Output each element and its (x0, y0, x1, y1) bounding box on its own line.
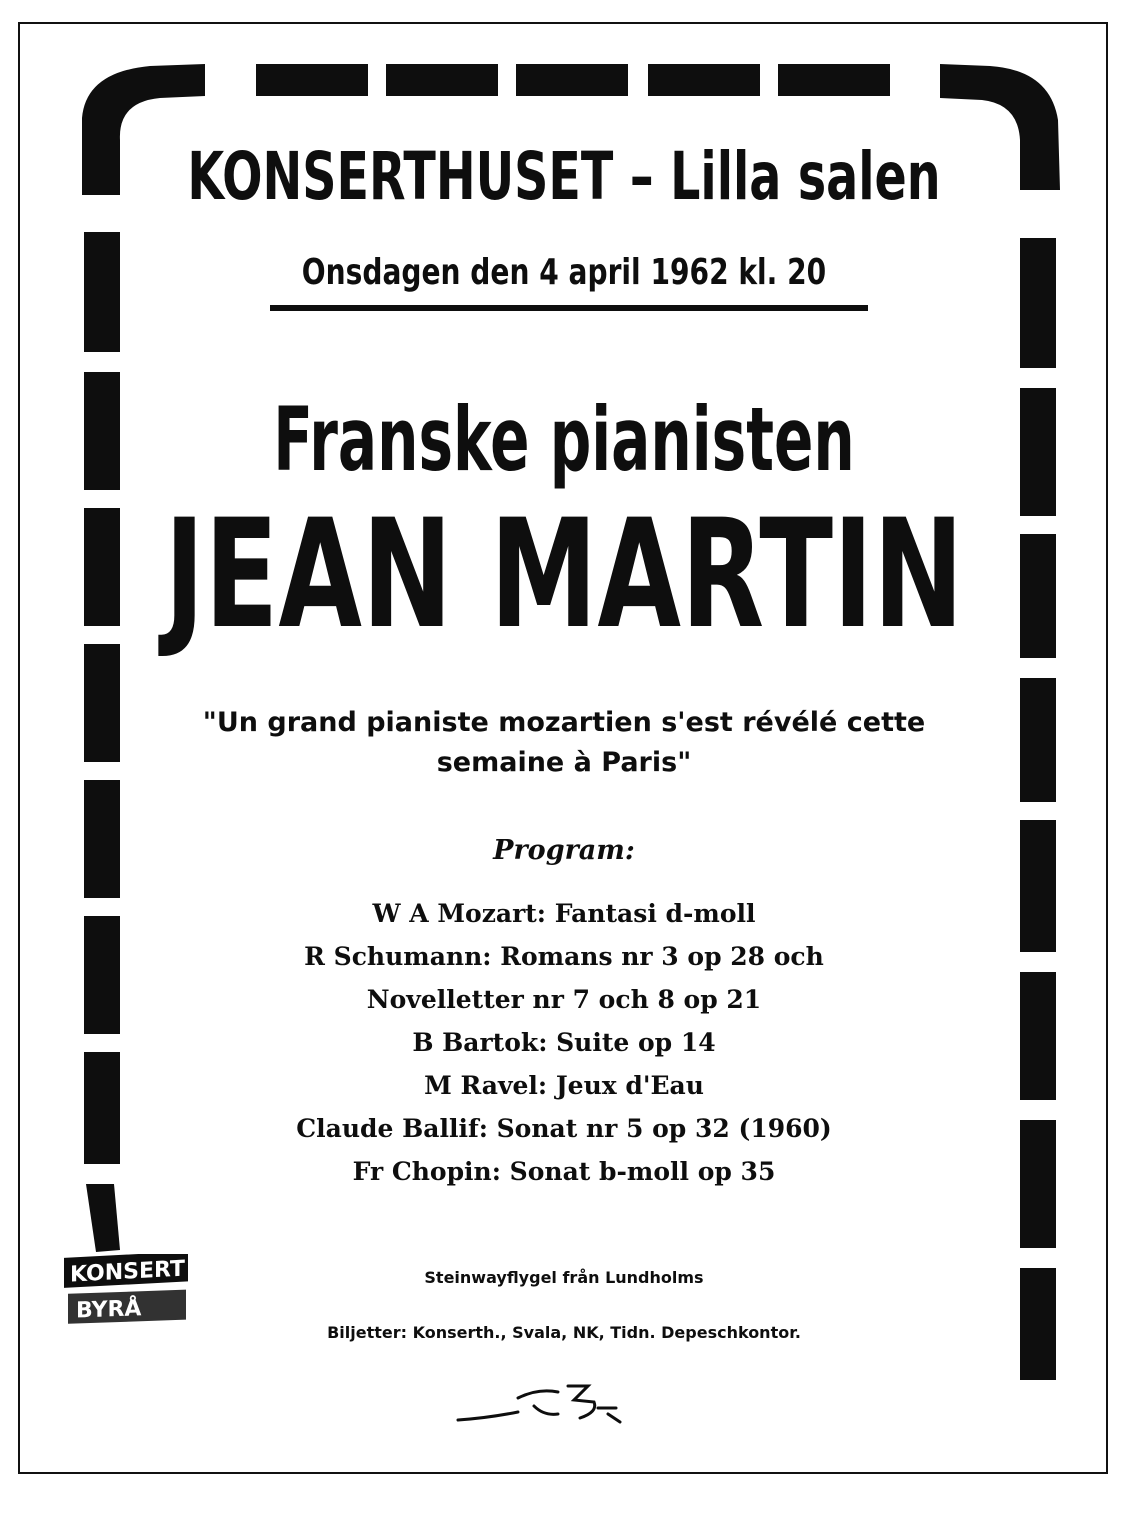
border-dash-left (86, 1184, 120, 1252)
svg-text:KONSERT: KONSERT (70, 1256, 185, 1288)
border-dash-left (84, 372, 120, 490)
border-dash-top (778, 64, 890, 96)
program-item: R Schumann: Romans nr 3 op 28 och (304, 942, 824, 971)
program-item: B Bartok: Suite op 14 (412, 1028, 716, 1057)
program-item: M Ravel: Jeux d'Eau (424, 1071, 704, 1100)
press-quote-line: semaine à Paris" (436, 747, 692, 778)
program-item: Fr Chopin: Sonat b-moll op 35 (352, 1157, 776, 1186)
ticket-outlets: Biljetter: Konserth., Svala, NK, Tidn. Depeschkontor. (327, 1323, 801, 1342)
program-item: W A Mozart: Fantasi d-moll (372, 899, 756, 928)
border-dash-top (386, 64, 498, 96)
venue-header: KONSERTHUSET – Lilla salen (187, 138, 941, 215)
konsertbyra-logo (62, 1254, 192, 1334)
program-item: Novelletter nr 7 och 8 op 21 (366, 985, 762, 1014)
program-list (0, 892, 1128, 1193)
lead-line: Franske pianisten (273, 388, 855, 491)
border-dash-top (516, 64, 628, 96)
date-underline (270, 305, 868, 311)
border-dash-right (1020, 388, 1056, 516)
border-dash-right (1020, 534, 1056, 658)
border-dash-left (84, 508, 120, 626)
border-dash-top (256, 64, 368, 96)
border-dash-right (1020, 238, 1056, 368)
signature-mark (448, 1378, 648, 1430)
svg-text:BYRÅ: BYRÅ (76, 1296, 142, 1324)
border-dash-left (84, 232, 120, 352)
press-quote-line: "Un grand pianiste mozartien s'est révélé cette (202, 707, 926, 738)
press-quote (0, 703, 1128, 783)
border-dash-top (648, 64, 760, 96)
performer-name: JEAN MARTIN (164, 488, 964, 662)
program-item: Claude Ballif: Sonat nr 5 op 32 (1960) (296, 1114, 832, 1143)
concert-date: Onsdagen den 4 april 1962 kl. 20 (301, 252, 827, 293)
program-heading: Program: (493, 835, 635, 866)
piano-credit: Steinwayflygel från Lundholms (424, 1268, 704, 1287)
